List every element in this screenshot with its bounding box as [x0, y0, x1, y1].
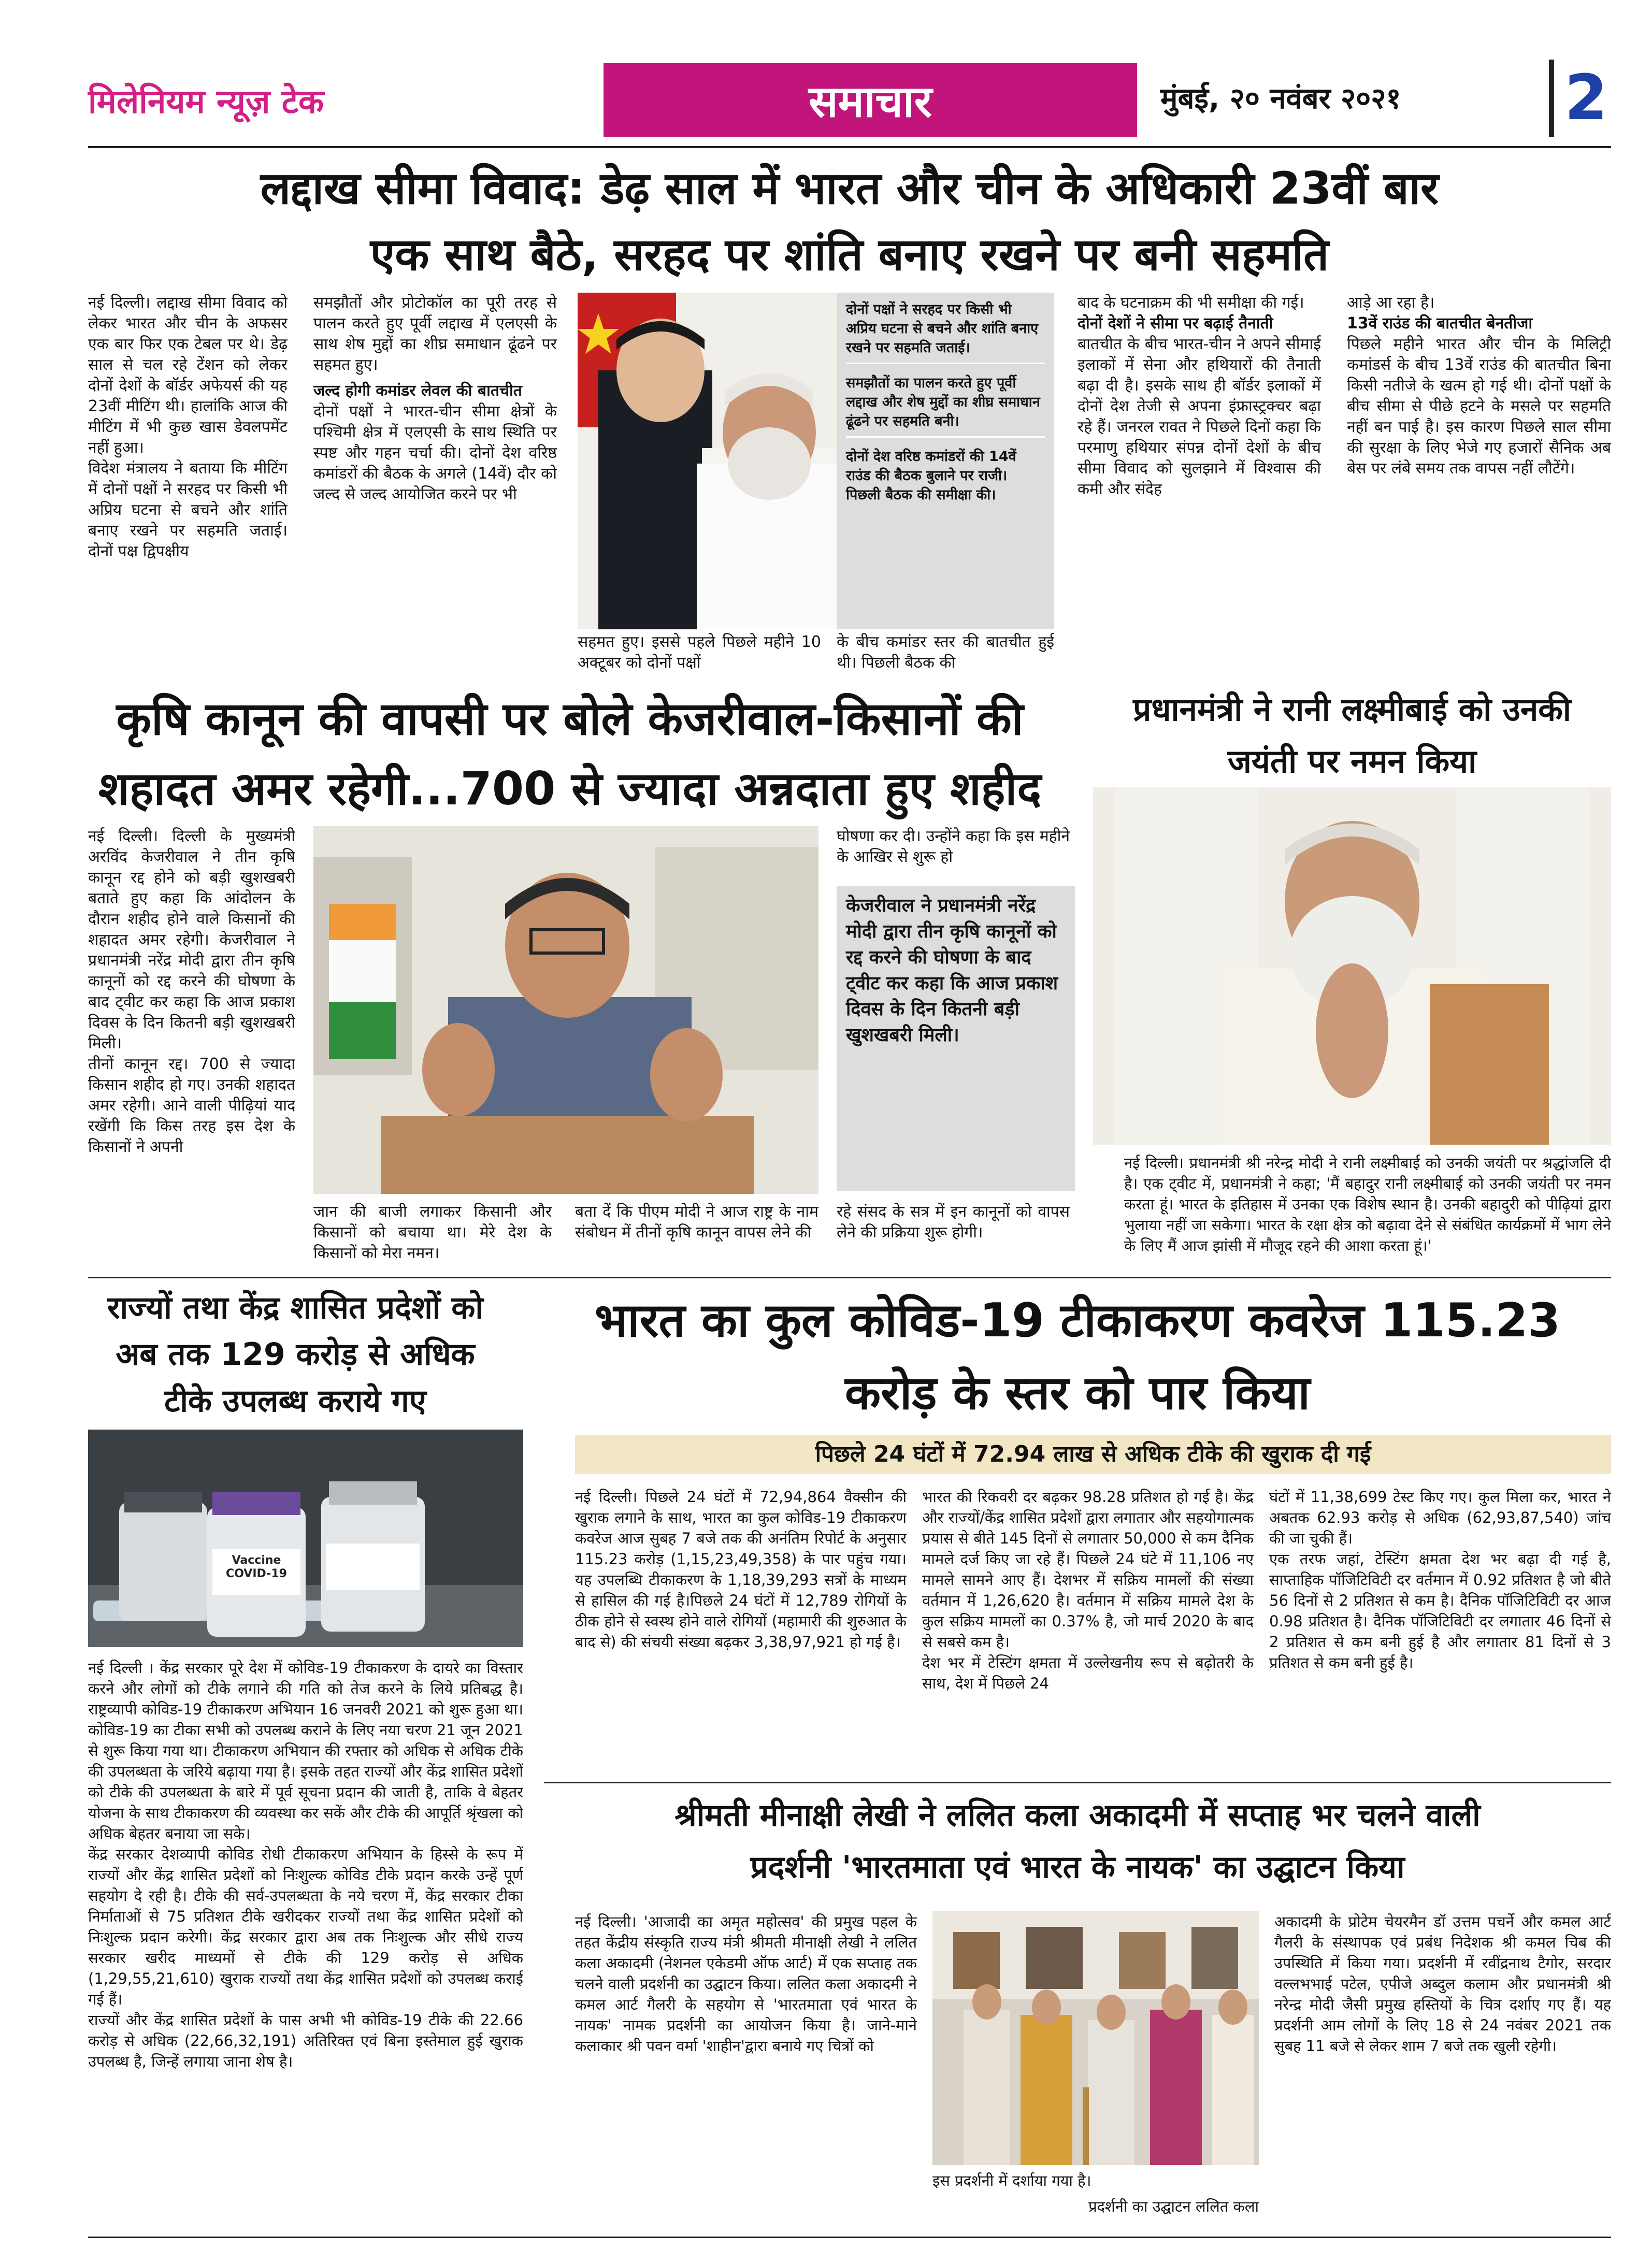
- story2-headline: कृषि कानून की वापसी पर बोले केजरीवाल-किसानों की शहादत अमर रहेगी...700 से ज्यादा अन्नदाता हुए शहीद: [98, 692, 1042, 815]
- kejriwal-photo: [313, 826, 818, 1194]
- story1-under-photo-a: सहमत हुए। इससे पहले पिछले महीने 10 अक्टूबर को दोनों पक्षों: [578, 633, 821, 672]
- story1-col4: बाद के घटनाक्रम की भी समीक्षा की गई। दोनों देशों ने सीमा पर बढ़ाई तैनाती बातचीत के बीच भारत-चीन ने अपने सीमाई इलाकों में सेना और हथियारों की तैनाती बढ़ा दी है। इसके साथ ही बॉर्डर इलाकों में दोनों देश तेजी से अपना इंफ्रास्ट्रक्चर बढ़ा रहे हैं। जनरल रावत ने पिछले दिनों कहा कि परमाणु हथियार संपन्न दोनों देशों के बीच सीमा विवाद को सुलझाने में विश्वास की कमी और संदेह: [1078, 294, 1321, 498]
- story1-col5: आड़े आ रहा है। 13वें राउंड की बातचीत बेनतीजा पिछले महीने भारत और चीन के मिलिट्री कमांडर्स के बीच 13वें राउंड की बातचीत बिना किसी नतीजे के खत्म हो गई थी। दोनों पक्षों के बीच सीमा से पीछे हटने के मसले पर सहमति नहीं बन पाई है। इस कारण पिछले साल सीमा की सुरक्षा के लिए भेजे गए हजारों सैनिक अब बेस पर लंबे समय तक वापस नहीं लौटेंगे।: [1347, 294, 1611, 478]
- leaders-photo: [578, 293, 837, 629]
- masthead: [0, 0, 1652, 140]
- pm-photo: [1093, 787, 1611, 1145]
- story1-col2: समझौतों और प्रोटोकॉल का पूरी तरह से पालन करते हुए पूर्वी लद्दाख में एलएसी के साथ शेष मुद्दों का शीघ्र समाधान ढूंढने पर सहमत हुए। जल्द होगी कमांडर लेवल की बातचीत दोनों पक्षों ने भारत-चीन सीमा क्षेत्रों के पश्चिमी क्षेत्र में एलएसी के साथ स्थिति पर स्पष्ट और गहन चर्चा की। दोनों देश वरिष्ठ कमांडरों की बैठक के अगले (14वें) दौर को जल्द से जल्द आयोजित करने पर भी: [313, 294, 557, 503]
- section-title: समाचार: [808, 76, 932, 127]
- story6-headline: श्रीमती मीनाक्षी लेखी ने ललित कला अकादमी में सप्ताह भर चलने वाली प्रदर्शनी 'भारतमाता एवं भारत के नायक' का उद्घाटन किया: [674, 1797, 1481, 1885]
- story2-pull-quote: केजरीवाल ने प्रधानमंत्री नरेंद्र मोदी द्वारा तीन कृषि कानूनों को रद्द करने की घोषणा के बाद ट्वीट कर कहा कि आज प्रकाश दिवस के दिन कितनी बड़ी खुशखबरी मिली।: [837, 886, 1075, 1191]
- story4-headline: राज्यों तथा केंद्र शासित प्रदेशों को अब तक 129 करोड़ से अधिक टीके उपलब्ध कराये गए: [107, 1290, 483, 1419]
- story5-subhead: पिछले 24 घंटों में 72.94 लाख से अधिक टीके की खुराक दी गई: [575, 1435, 1611, 1474]
- page-number: 2: [1549, 60, 1611, 137]
- story1-headline: लद्दाख सीमा विवाद: डेढ़ साल में भारत और चीन के अधिकारी 23वीं बार एक साथ बैठे, सरहद पर शांति बनाए रखने पर बनी सहमति: [260, 163, 1439, 281]
- story1-pull-quotes: दोनों पक्षों ने सरहद पर किसी भी अप्रिय घटना से बचने और शांति बनाए रखने पर सहमति जताई। समझौतों का पालन करते हुए पूर्वी लद्दाख और शेष मुद्दों का शीघ्र समाधान ढूंढने पर सहमति बनी। दोनों देश वरिष्ठ कमांडरों की 14वें राउंड की बैठक बुलाने पर राजी। पिछली बैठक की समीक्षा की।: [837, 293, 1054, 629]
- story2-under-b: बता दें कि पीएम मोदी ने आज राष्ट्र के नाम संबोधन में तीनों कृषि कानून वापस लेने की: [575, 1203, 818, 1242]
- story5-col2: भारत की रिकवरी दर बढ़कर 98.28 प्रतिशत हो गई है। केंद्र और राज्यों/केंद्र शासित प्रदेशों द्वारा लगातार और सहयोगात्मक प्रयास से बीते 145 दिनों से लगातार 50,000 से कम दैनिक मामले दर्ज किए जा रहे हैं। पिछले 24 घंटे में 11,106 नए मामले सामने आए हैं। देशभर में सक्रिय मामलों की संख्या वर्तमान में 1,26,620 है। वर्तमान में सक्रिय मामले देश के कुल सक्रिय मामलों का 0.37% है, जो मार्च 2020 के बाद से सबसे कम है। देश भर में टेस्टिंग क्षमता में उल्लेखनीय रूप से बढ़ोतरी के साथ, देश में पिछले 24: [922, 1488, 1254, 1692]
- story6-under-photo-b: प्रदर्शनी का उद्घाटन ललित कला: [1088, 2198, 1259, 2215]
- story3-headline: प्रधानमंत्री ने रानी लक्ष्मीबाई को उनकी जयंती पर नमन किया: [1133, 690, 1571, 780]
- story1-col1: नई दिल्ली। लद्दाख सीमा विवाद को लेकर भारत और चीन के अफसर एक बार फिर एक टेबल पर थे। डेढ़ साल से चल रहे टेंशन को लेकर दोनों देशों के बॉर्डर अफेयर्स की यह 23वीं मीटिंग थी। हालांकि आज की मीटिंग में भी कुछ खास डेवलपमेंट नहीं हुआ। विदेश मंत्रालय ने बताया कि मीटिंग में दोनों पक्षों ने सरहद पर किसी भी अप्रिय घटना से बचने और शांति बनाए रखने पर सहमति जताई। दोनों पक्ष द्विपक्षीय: [88, 294, 288, 560]
- mid-rule: [88, 1277, 1611, 1278]
- story2-col4-bottom: रहे संसद के सत्र में इन कानूनों को वापस लेने की प्रक्रिया शुरू होगी।: [837, 1203, 1070, 1242]
- story6-col3: अकादमी के प्रोटेम चेयरमैन डॉ उत्तम पचर्ने और कमल आर्ट गैलरी के संस्थापक एवं प्रबंध निदेशक श्री कमल चिब की उपस्थिति में किया गया। प्रदर्शनी में रवींद्रनाथ टैगोर, सरदार वल्लभभाई पटेल, एपीजे अब्दुल कलाम और प्रधानमंत्री श्री नरेन्द्र मोदी जैसी प्रमुख हस्तियों के चित्र दर्शाए गए हैं। यह प्रदर्शनी आम लोगों के लिए 18 से 24 नवंबर 2021 तक सुबह 11 बजे से लेकर शाम 7 बजे तक खुली रहेगी।: [1274, 1913, 1611, 2055]
- footer-rule: [88, 2237, 1611, 2238]
- header-rule: [88, 146, 1611, 148]
- story4-body: नई दिल्ली । केंद्र सरकार पूरे देश में कोविड-19 टीकाकरण के दायरे का विस्तार करने और लोगों को टीके लगाने की गति को तेज करने के लिये प्रतिबद्ध है। राष्ट्रव्यापी कोविड-19 टीकाकरण अभियान 16 जनवरी 2021 को शुरू हुआ था। कोविड-19 का टीका सभी को उपलब्ध कराने के लिए नया चरण 21 जून 2021 से शुरू किया गया था। टीकाकरण अभियान की रफ्तार को अधिक से अधिक टीके की उपलब्धता के जरिये बढ़ाया गया है। इसके तहत राज्यों और केंद्र शासित प्रदेशों को टीके की उपलब्धता के बारे में पूर्व सूचना प्रदान की जाती है, ताकि वे बेहतर योजना के साथ टीकाकरण की व्यवस्था कर सकें और टीके की आपूर्ति श्रृंखला को अधिक बेहतर बनाया जा सके। केंद्र सरकार देशव्यापी कोविड रोधी टीकाकरण अभियान के हिस्से के रूप में राज्यों और केंद्र शासित प्रदेशों को निःशुल्क कोविड टीके प्रदान करके उन्हें पूर्ण सहयोग दे रही है। टीके की सर्व-उपलब्धता के नये चरण में, केंद्र सरकार टीका निर्माताओं से 75 प्रतिशत टीके खरीदकर राज्यों तथा केंद्र शासित प्रदेशों को निःशुल्क प्रदान करेगी। केंद्र सरकार द्वारा अब तक निःशुल्क और सीधे राज्य सरकार खरीद माध्यमों से टीके की 129 करोड़ से अधिक (1,29,55,21,610) खुराक राज्यों तथा केंद्र शासित प्रदेशों को उपलब्ध कराई गई हैं। राज्यों और केंद्र शासित प्रदेशों के पास अभी भी कोविड-19 टीके की 22.66 करोड़ से अधिक (22,66,32,191) अतिरिक्त एवं बिना इस्तेमाल हुई खुराक उपलब्ध है, जिन्हें लगाया जाना शेष है।: [88, 1659, 523, 2070]
- story2-under-a: जान की बाजी लगाकर किसानी और किसानों को बचाया था। मेरे देश के किसानों को मेरा नमन।: [313, 1203, 552, 1262]
- story2-col1: नई दिल्ली। दिल्ली के मुख्यमंत्री अरविंद केजरीवाल ने तीन कृषि कानून रद्द होने को बड़ी खुशखबरी बताते हुए कहा कि आंदोलन के दौरान शहीद होने वाले किसानों की शहादत अमर रहेगी। केजरीवाल ने प्रधानमंत्री नरेंद्र मोदी द्वारा तीन कृषि कानूनों को रद्द करने की घोषणा के बाद ट्वीट कर कहा कि आज प्रकाश दिवस के दिन कितनी बड़ी खुशखबरी मिली। तीनों कानून रद्द। 700 से ज्यादा किसान शहीद हो गए। उनकी शहादत अमर रहेगी। आने वाली पीढ़ियां याद रखेंगी कि किस तरह इस देश के किसानों ने अपनी: [88, 827, 295, 1156]
- story5-headline: भारत का कुल कोविड-19 टीकाकरण कवरेज 115.23 करोड़ के स्तर को पार किया: [595, 1293, 1560, 1420]
- story6-rule: [544, 1782, 1611, 1783]
- story1-under-photo-b: के बीच कमांडर स्तर की बातचीत हुई थी। पिछली बैठक की: [837, 633, 1054, 672]
- story5-col3: घंटों में 11,38,699 टेस्ट किए गए। कुल मिला कर, भारत ने अबतक 62.93 करोड़ से अधिक (62,93,87,540) जांच की जा चुकी हैं। एक तरफ जहां, टेस्टिंग क्षमता देश भर बढ़ा दी गई है, साप्ताहिक पॉजिटिविटी दर वर्तमान में 0.92 प्रतिशत है जो बीते 56 दिनों से 2 प्रतिशत से कम है। दैनिक पॉजिटिविटी दर आज 0.98 प्रतिशत है। दैनिक पॉजिटिविटी दर लगातार 46 दिनों से 2 प्रतिशत से कम बनी हुई है और लगातार 81 दिनों से 3 प्रतिशत से कम बनी हुई है।: [1269, 1488, 1611, 1671]
- story2-col4-top: घोषणा कर दी। उन्होंने कहा कि इस महीने के आखिर से शुरू हो: [837, 827, 1070, 866]
- vial-label: Vaccine COVID-19: [226, 1554, 287, 1580]
- story3-body: नई दिल्ली। प्रधानमंत्री श्री नरेन्द्र मोदी ने रानी लक्ष्मीबाई को उनकी जयंती पर श्रद्धांजलि दी है। एक ट्वीट में, प्रधानमंत्री ने कहा; 'मैं बहादुर रानी लक्ष्मीबाई को उनकी जयंती पर नमन करता हूं। भारत के इतिहास में उनका एक विशेष स्थान है। उनकी बहादुरी को पीढ़ियां द्वारा भुलाया नहीं जा सकेगा। भारत के रक्षा क्षेत्र को बढ़ावा देने से संबंधित कार्यक्रमों में भाग लेने के लिए मैं आज झांसी में मौजूद रहने की आशा करता हूं।': [1124, 1154, 1611, 1254]
- exhibition-photo: [932, 1911, 1259, 2165]
- dateline: मुंबई, २० नवंबर २०२१: [1160, 82, 1401, 116]
- story5-col1: नई दिल्ली। पिछले 24 घंटों में 72,94,864 वैक्सीन की खुराक लगाने के साथ, भारत का कुल कोविड-19 टीकाकरण कवरेज आज सुबह 7 बजे तक की अनंतिम रिपोर्ट के अनुसार 115.23 करोड़ (1,15,23,49,358) के पार पहुंच गया। यह उपलब्धि टीकाकरण के 1,18,39,293 सत्रों के माध्यम से हासिल की गई है।पिछले 24 घंटों में 12,789 रोगियों के ठीक होने से स्वस्थ होने वाले रोगियों (महामारी की शुरुआत के बाद से) की संचयी संख्या बढ़कर 3,38,97,921 हो गई है।: [575, 1488, 907, 1651]
- story6-under-photo-a: इस प्रदर्शनी में दर्शाया गया है।: [932, 2172, 1091, 2189]
- brand-name: मिलेनियम न्यूज़ टेक: [88, 83, 324, 121]
- story6-col1: नई दिल्ली। 'आजादी का अमृत महोत्सव' की प्रमुख पहल के तहत केंद्रीय संस्कृति राज्य मंत्री श्रीमती मीनाक्षी लेखी ने ललित कला अकादमी (नेशनल एकेडमी ऑफ आर्ट) में एक सप्ताह तक चलने वाली प्रदर्शनी का उद्घाटन किया। ललित कला अकादमी ने कमल आर्ट गैलरी के सहयोग से 'भारतमाता एवं भारत के नायक' नामक प्रदर्शनी का आयोजन किया है। जाने-माने कलाकार श्री पवन वर्मा 'शाहीन'द्वारा बनाये गए चित्रों को: [575, 1913, 917, 2055]
- vaccine-photo: [88, 1430, 523, 1647]
